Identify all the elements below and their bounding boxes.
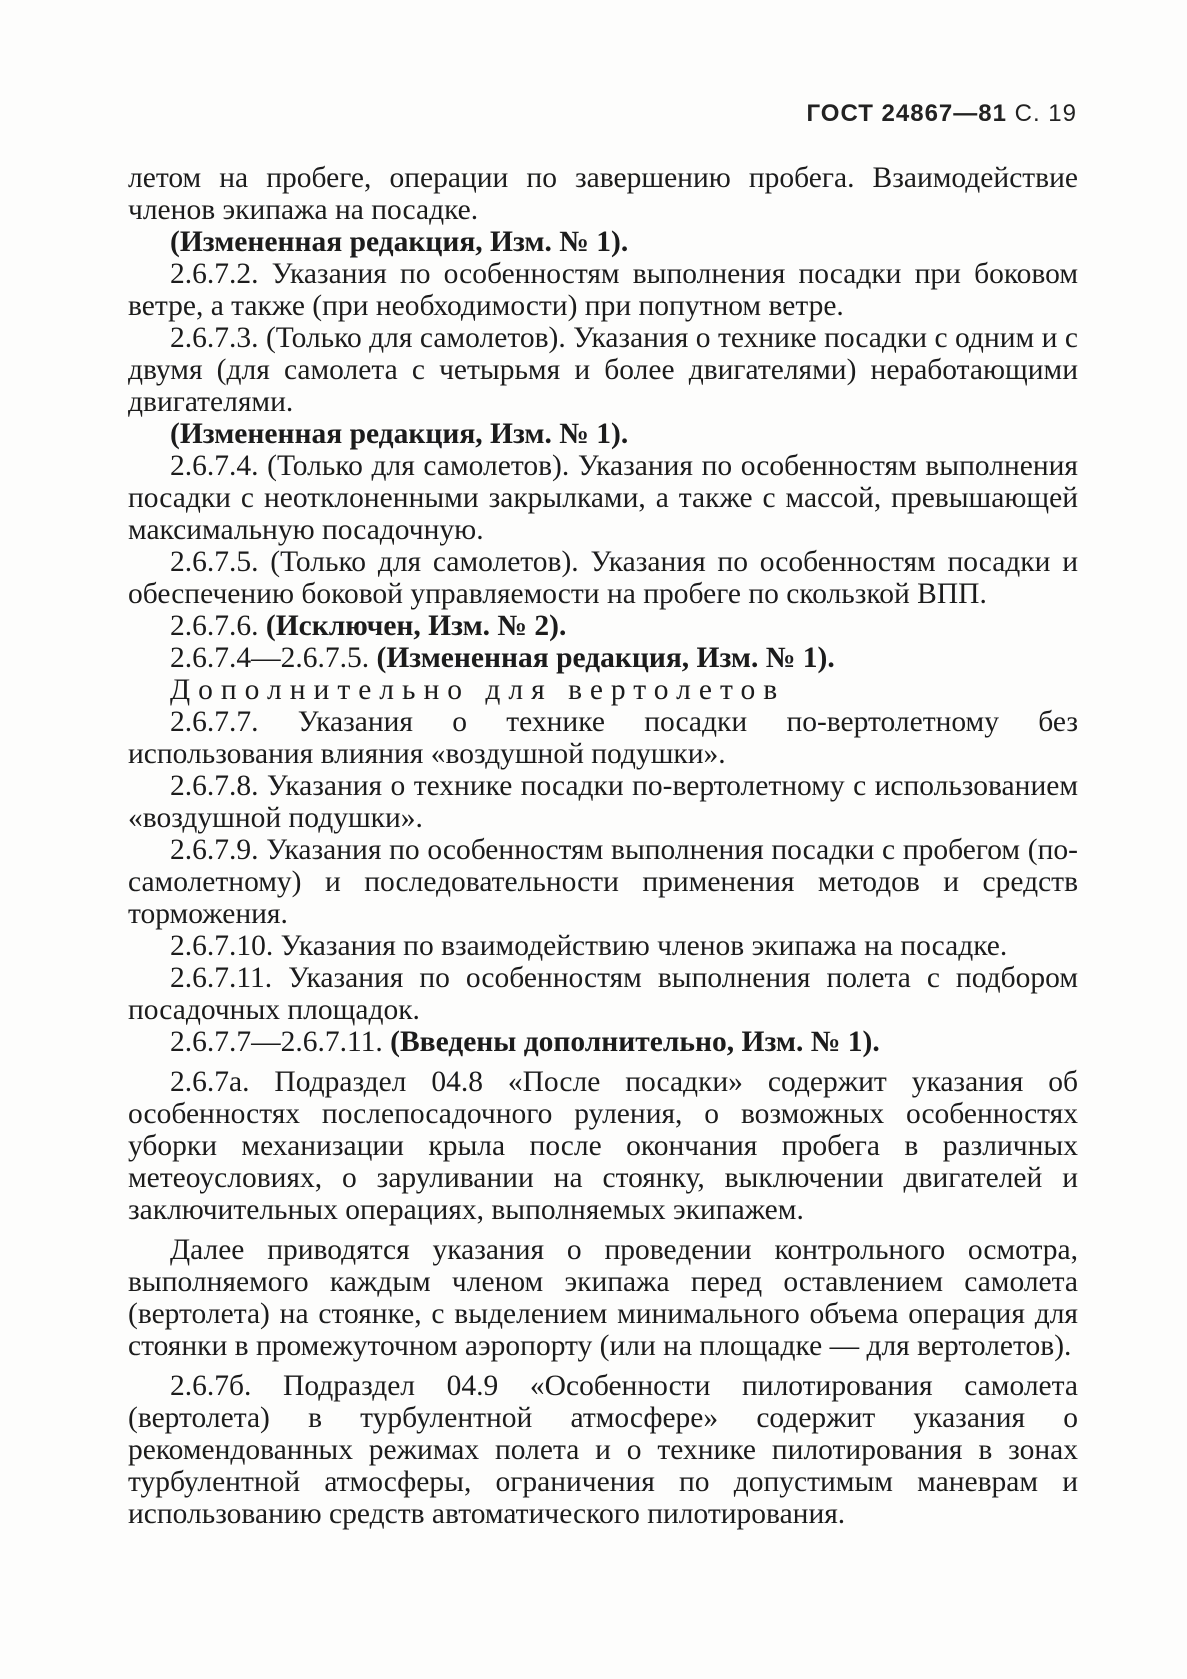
paragraph: 2.6.7.9. Указания по особенностям выполнения посадки с пробегом (по-самолетному) и последовательности применения методов и средств торможения.	[128, 834, 1078, 930]
clause-number: 2.6.7.7—2.6.7.11.	[170, 1026, 383, 1058]
paragraph: 2.6.7.5. (Только для самолетов). Указания по особенностям посадки и обеспечению боковой управляемости на пробеге по скользкой ВПП.	[128, 546, 1078, 610]
paragraph: 2.6.7.10. Указания по взаимодействию членов экипажа на посадке.	[170, 930, 1008, 962]
paragraph: летом на пробеге, операции по завершению пробега. Взаимодействие членов экипажа на посадке.	[128, 162, 1078, 226]
amendment-note: (Измененная редакция, Изм. № 1).	[376, 642, 835, 674]
clause-number: 2.6.7.6.	[170, 610, 259, 642]
document-body	[128, 162, 1078, 1530]
amendment-note: (Измененная редакция, Изм. № 1).	[170, 226, 629, 258]
amendment-note: (Исключен, Изм. № 2).	[265, 610, 567, 642]
clause-number: 2.6.7.4—2.6.7.5.	[170, 642, 370, 674]
paragraph: 2.6.7.8. Указания о технике посадки по-вертолетному с использованием «воздушной подушки».	[128, 770, 1078, 834]
paragraph: 2.6.7.11. Указания по особенностям выполнения полета с подбором посадочных площадок.	[128, 962, 1078, 1026]
paragraph: Далее приводятся указания о проведении контрольного осмотра, выполняемого каждым членом экипажа перед оставлением самолета (вертолета) на стоянке, с выделением минимального объема операция для стоянки в промежуточном аэропорту (или на площадке — для вертолетов).	[128, 1234, 1078, 1362]
page-header	[807, 100, 1078, 128]
paragraph	[128, 1026, 1078, 1058]
paragraph	[128, 642, 1078, 674]
paragraph: 2.6.7.7. Указания о технике посадки по-вертолетному без использования влияния «воздушной подушки».	[128, 706, 1078, 770]
paragraph: 2.6.7а. Подраздел 04.8 «После посадки» содержит указания об особенностях послепосадочного руления, о возможных особенностях уборки механизации крыла после окончания пробега в различных метеоусловиях, о заруливании на стоянку, выключении двигателей и заключительных операциях, выполняемых экипажем.	[128, 1066, 1078, 1226]
section-subheading: Дополнительно для вертолетов	[170, 674, 786, 706]
amendment-note: (Измененная редакция, Изм. № 1).	[170, 418, 629, 450]
page-number: С. 19	[1014, 100, 1077, 127]
paragraph: 2.6.7.2. Указания по особенностям выполнения посадки при боковом ветре, а также (при необходимости) при попутном ветре.	[128, 258, 1078, 322]
paragraph: 2.6.7.4. (Только для самолетов). Указания по особенностям выполнения посадки с неотклоненными закрылками, а также с массой, превышающей максимальную посадочную.	[128, 450, 1078, 546]
amendment-note: (Введены дополнительно, Изм. № 1).	[390, 1026, 880, 1058]
paragraph: 2.6.7.3. (Только для самолетов). Указания о технике посадки с одним и с двумя (для самолета с четырьмя и более двигателями) неработающими двигателями.	[128, 322, 1078, 418]
paragraph: 2.6.7б. Подраздел 04.9 «Особенности пилотирования самолета (вертолета) в турбулентной атмосфере» содержит указания о рекомендованных режимах полета и о технике пилотирования в зонах турбулентной атмосферы, ограничения по допустимым маневрам и использованию средств автоматического пилотирования.	[128, 1370, 1078, 1530]
standard-number: ГОСТ 24867—81	[806, 100, 1007, 127]
paragraph	[128, 610, 1078, 642]
